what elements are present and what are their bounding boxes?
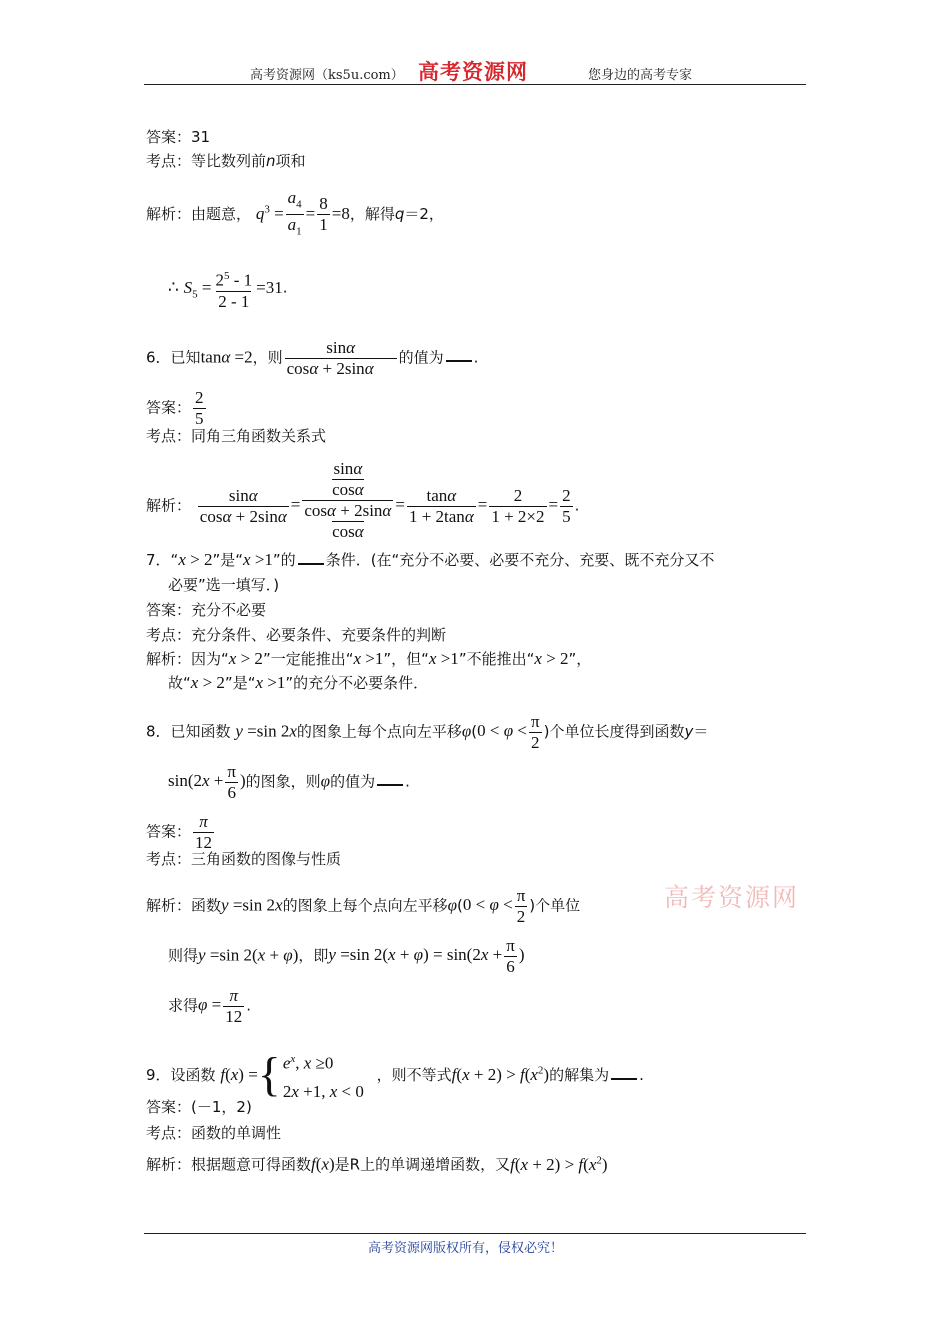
q8-point: 考点：三角函数的图像与性质 xyxy=(146,850,342,868)
q6-answer: 答案： $\frac{2}{5}$ xyxy=(146,388,204,428)
q9-piecewise: { $e^x$, x ≥0 2x +1, x < 0 xyxy=(257,1048,364,1102)
q8-answer: 答案： $\frac{\pi}{12}$ xyxy=(146,812,213,852)
q5-answer: 答案：31 xyxy=(146,128,211,146)
q8-question-line2: sin(2x + $\frac{\pi}{6}$ )的图象，则φ的值为 . xyxy=(168,762,410,802)
q5-ratio-formula: $q^3$ = $\frac{a_4}{a_1}$ = $\frac{8}{1}$ =8 xyxy=(256,204,350,223)
q9-blank xyxy=(611,1064,637,1080)
q9-question: 9．设函数 f(x) = { $e^x$, x ≥0 2x +1, x < 0 ，则不等式$f(x + 2) > f(x^2)$的解集为 . xyxy=(146,1045,644,1106)
footer-text: 高考资源网版权所有，侵权必究！ xyxy=(368,1241,564,1256)
q7-answer: 答案：充分不必要 xyxy=(146,601,267,619)
q5-sum-formula: $S_5$ = $\frac{2^5 - 1}{2 - 1}$ =31 xyxy=(183,270,283,311)
q6-analysis: 解析： $\frac{\sin\alpha}{\cos\alpha + 2\sin\alpha}$ = sinα cosα cosα + 2sinα cosα = $\frac{\tan\alpha}{1 + 2\tan\alpha}$ = $\frac{2}{1 + 2\times 2}$ = $\frac{2}{5}$ . xyxy=(146,458,580,541)
q9-analysis: 解析：根据题意可得函数f(x)是R上的单调递增函数，又$f(x + 2) > f(x^2)$ xyxy=(146,1154,608,1174)
watermark: 高考资源网 xyxy=(664,883,800,912)
q9-point: 考点：函数的单调性 xyxy=(146,1124,282,1142)
header-left: 高考资源网（ks5u.com） xyxy=(250,68,404,83)
q6-blank xyxy=(446,346,472,362)
q7-point: 考点：充分条件、必要条件、充要条件的判断 xyxy=(146,626,447,644)
header-right: 您身边的高考专家 xyxy=(588,68,693,83)
q8-analysis-line3: 求得φ = $\frac{\pi}{12}$ . xyxy=(168,986,252,1026)
header-logo: 高考资源网 xyxy=(418,59,528,84)
q7-question-line2: 必要”选一填写．) xyxy=(168,576,280,594)
q6-question: 6．已知tanα =2，则 $\frac{\sin\alpha}{\cos\alpha + 2\sin\alpha}$ 的值为 . xyxy=(146,338,479,378)
q5-analysis: 解析：由题意， $q^3$ = $\frac{a_4}{a_1}$ = $\frac{8}{1}$ =8，解得q＝2， xyxy=(146,188,444,242)
q8-analysis-line2: 则得y =sin 2(x + φ)，即y =sin 2(x + φ) = sin(2x + $\frac{\pi}{6}$ ) xyxy=(168,936,525,976)
q7-question-line1: 7．“x > 2”是“x >1”的 条件．(在“充分不必要、必要不充分、充要、既不充分又不 xyxy=(146,550,715,569)
q6-point: 考点：同角三角函数关系式 xyxy=(146,427,327,445)
q6-analysis-formula: $\frac{\sin\alpha}{\cos\alpha + 2\sin\alpha}$ = sinα cosα cosα + 2sinα cosα = $\frac{\tan\alpha}{1 + 2\tan\alpha}$ = $\frac{2}{1 + 2\times 2}$ = $\frac{2}{5}$ xyxy=(199,458,571,541)
header-rule xyxy=(144,84,806,85)
footer-rule xyxy=(144,1233,806,1234)
q5-point: 考点：等比数列前n项和 xyxy=(146,152,306,170)
q7-analysis-line1: 解析：因为“x > 2”一定能推出“x >1”，但“x >1”不能推出“x > 2”， xyxy=(146,649,592,668)
q8-question-line1: 8．已知函数 y =sin 2x的图象上每个点向左平移φ(0 < φ < $\frac{\pi}{2}$ )个单位长度得到函数y＝ xyxy=(146,712,709,752)
q7-analysis-line2: 故“x > 2”是“x >1”的充分不必要条件． xyxy=(168,673,429,692)
q5-sum: ∴ $S_5$ = $\frac{2^5 - 1}{2 - 1}$ =31. xyxy=(168,270,288,311)
q8-blank xyxy=(377,770,403,786)
q7-blank xyxy=(298,549,324,565)
q9-answer: 答案：(－1，2) xyxy=(146,1098,252,1116)
q8-analysis-line1: 解析：函数y =sin 2x的图象上每个点向左平移φ(0 < φ < $\frac{\pi}{2}$ )个单位 xyxy=(146,886,581,926)
